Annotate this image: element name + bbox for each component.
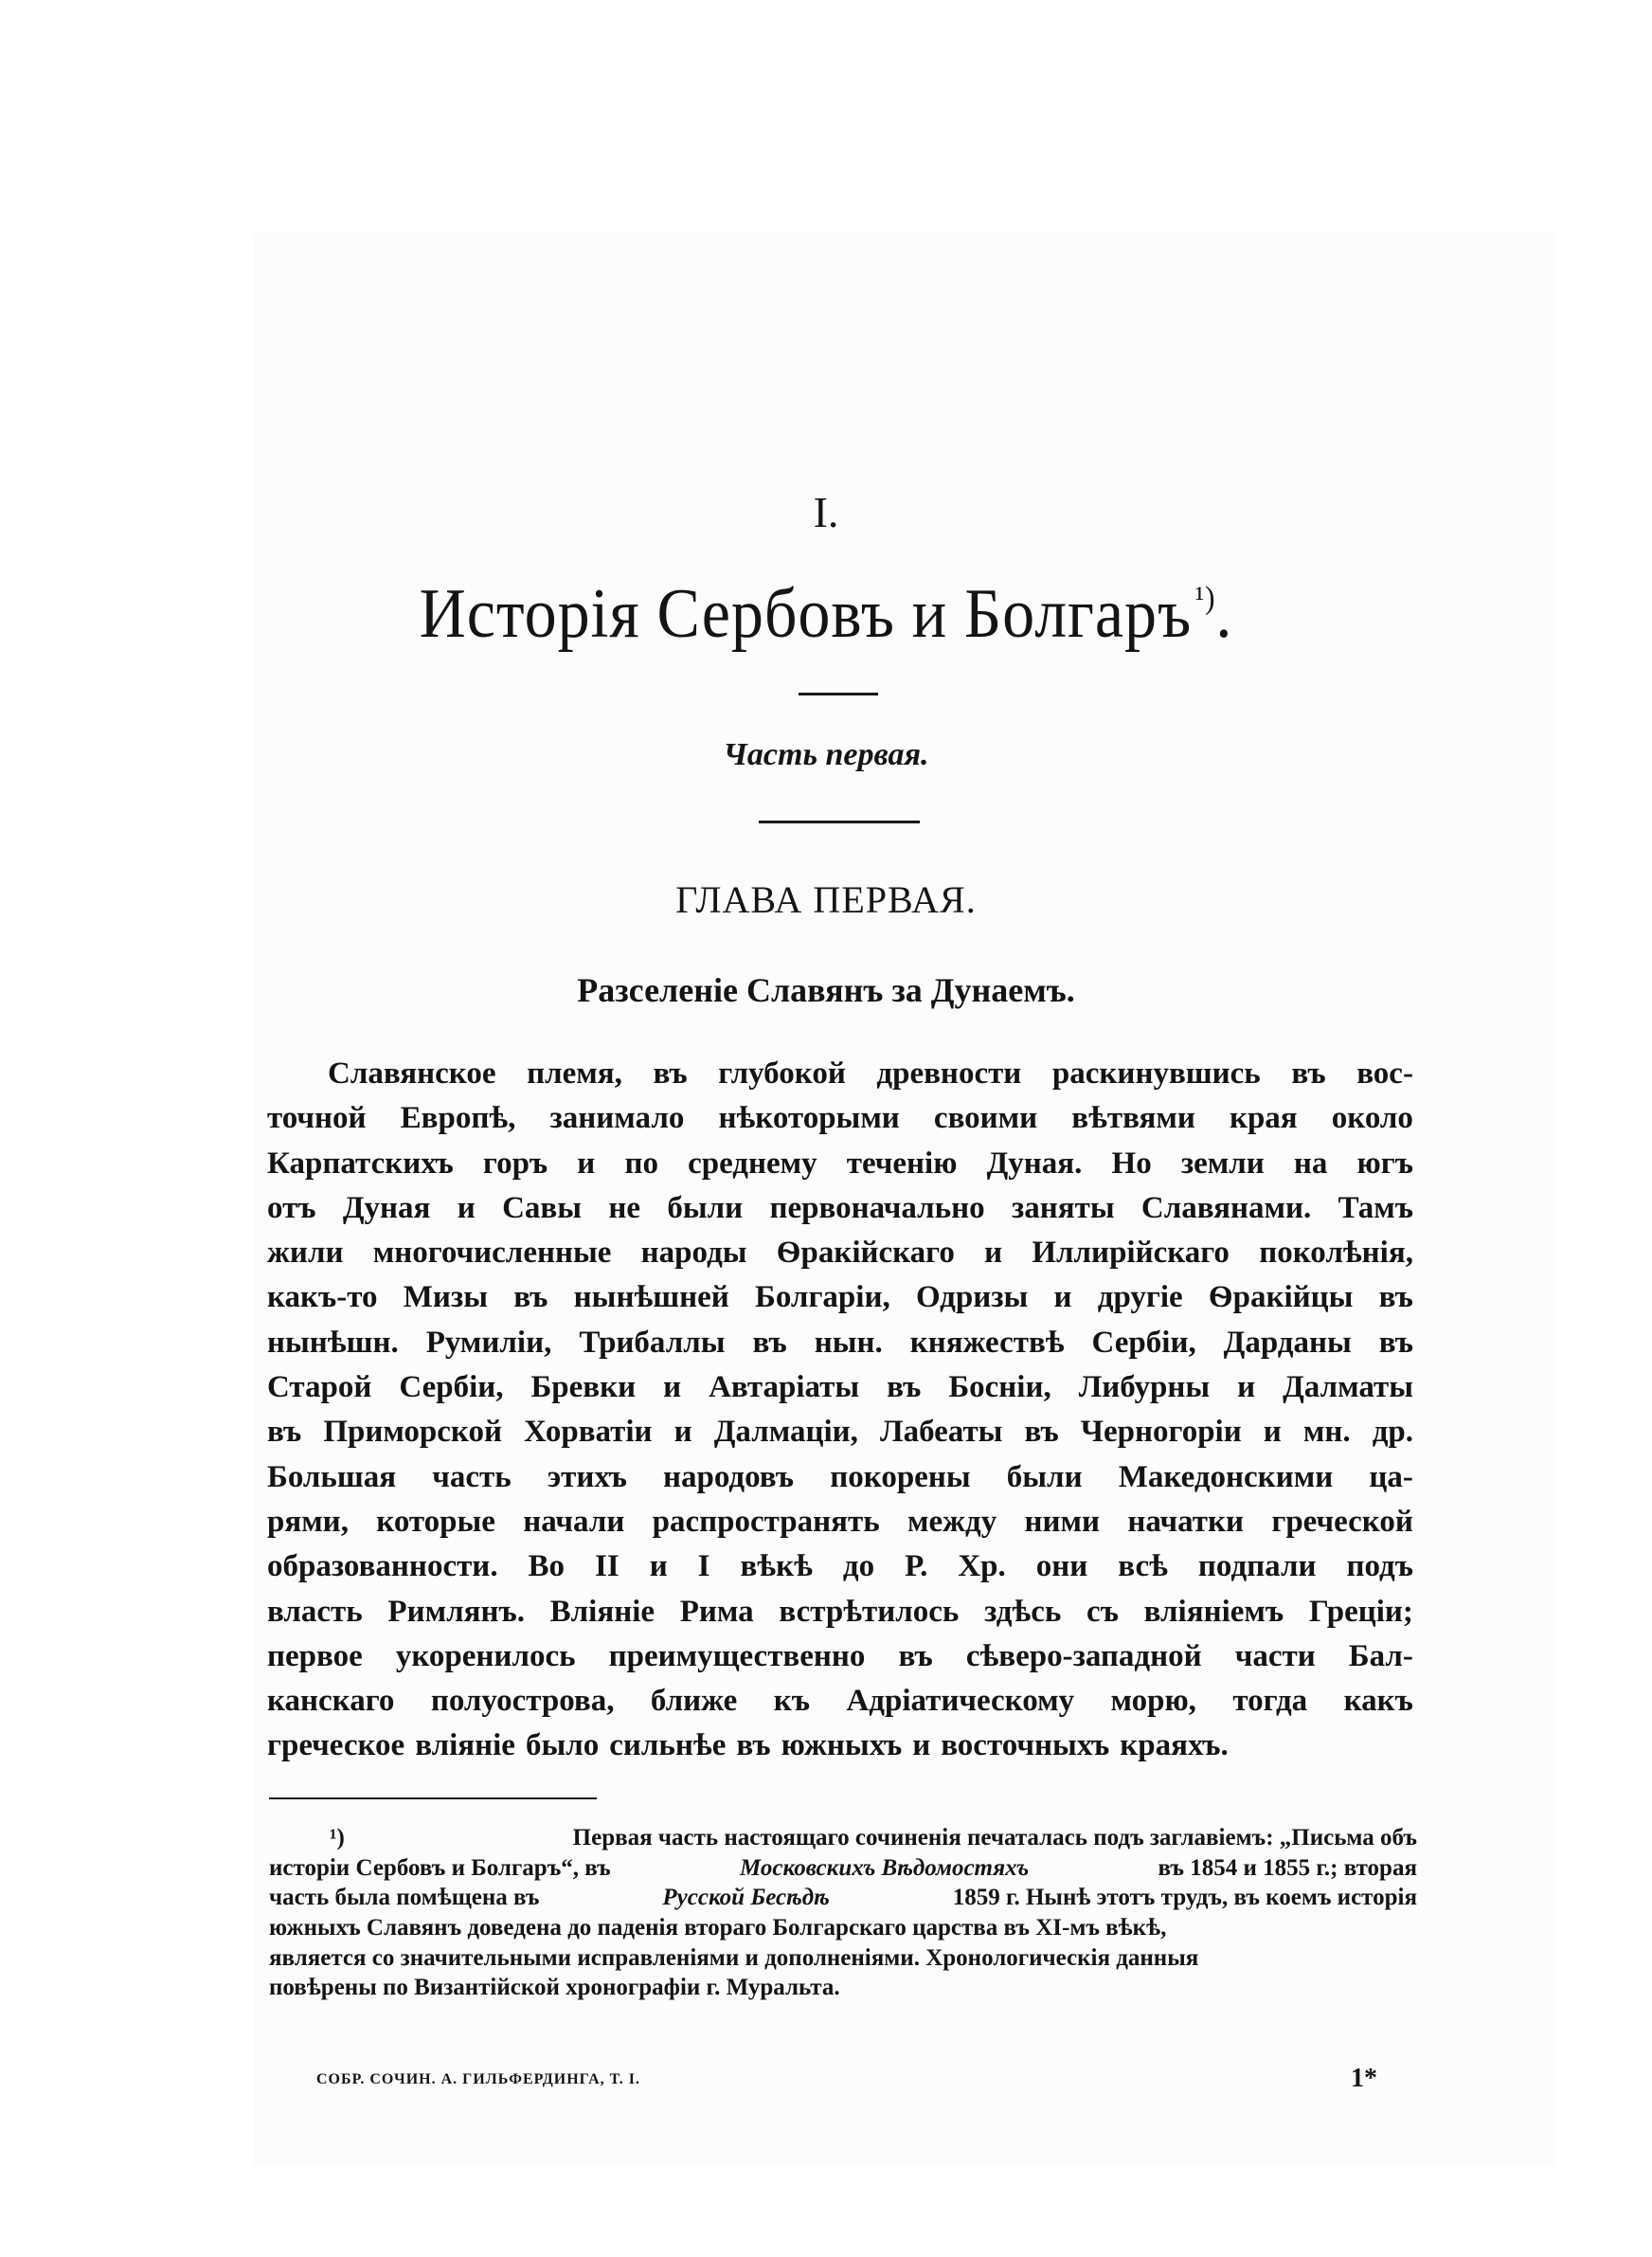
footnote-reference: ¹)	[1194, 581, 1216, 616]
body-line: нынѣшн. Румиліи, Трибаллы въ нын. княжествѣ Сербіи, Дарданы въ	[267, 1325, 1413, 1360]
body-line: отъ Дуная и Савы не были первоначально заняты Славянами. Тамъ	[267, 1190, 1413, 1225]
body-line: какъ-то Мизы въ нынѣшней Болгаріи, Одризы и другіе Ѳракійцы въ	[267, 1280, 1413, 1315]
chapter-number: I.	[813, 488, 839, 536]
body-text	[267, 1052, 1413, 1769]
body-line: греческое вліяніе было сильнѣе въ южныхъ и восточныхъ краяхъ.	[267, 1728, 1229, 1763]
footnote-line: часть была помѣщена въ Русской Бесѣдѣ 1859 г. Нынѣ этотъ трудъ, въ коемъ исторія	[269, 1885, 1417, 1911]
title-period: .	[1215, 575, 1233, 653]
title-divider	[799, 693, 878, 695]
body-line: жили многочисленные народы Ѳракійскаго и Иллирійскаго поколѣнія,	[267, 1236, 1413, 1271]
body-line: рями, которые начали распространять между ними начатки греческой	[267, 1504, 1413, 1539]
signature-mark: 1*	[1351, 2064, 1377, 2093]
footnote-divider	[269, 1797, 597, 1799]
body-line: Карпатскихъ горъ и по среднему теченію Дуная. Но земли на югъ	[267, 1146, 1413, 1181]
body-line: канскаго полуострова, ближе къ Адріатическому морю, тогда какъ	[267, 1684, 1413, 1719]
body-line: Старой Сербіи, Бревки и Автаріаты въ Босніи, Либурны и Далматы	[267, 1370, 1413, 1405]
footnote-line: ¹) Первая часть настоящаго сочиненія печаталась подъ заглавіемъ: „Письма объ	[269, 1823, 1417, 1853]
body-line: Большая часть этихъ народовъ покорены были Македонскими ца-	[267, 1459, 1413, 1494]
footnote-marker: ¹)	[330, 1825, 345, 1851]
page-title	[66, 574, 1586, 655]
signature-caption: СОБР. СОЧИН. А. ГИЛЬФЕРДИНГА, Т. I.	[316, 2071, 640, 2087]
chapter-heading: ГЛАВА ПЕРВАЯ.	[675, 878, 977, 921]
body-line: образованности. Во II и I вѣкѣ до Р. Хр. они всѣ подпали подъ	[267, 1549, 1413, 1584]
footnote-line: южныхъ Славянъ доведена до паденія втораго Болгарскаго царства въ XI-мъ вѣкѣ,	[269, 1915, 1167, 1941]
footnote-line: повѣрены по Византійской хронографіи г. Муральта.	[269, 1975, 840, 2001]
page-title-text: Исторія Сербовъ и Болгаръ	[419, 575, 1193, 653]
body-line: первое укоренилось преимущественно въ сѣверо-западной части Бал-	[267, 1638, 1413, 1673]
footnote	[269, 1823, 1417, 2003]
footnote-line: является со значительными исправленіями и дополненіями. Хронологическія данныя	[269, 1944, 1199, 1971]
body-line: въ Приморской Хорватіи и Далмаціи, Лабеаты въ Черногоріи и мн. др.	[267, 1415, 1413, 1450]
body-line: Славянское племя, въ глубокой древности раскинувшись въ вос-	[328, 1056, 1413, 1091]
part-heading: Часть первая.	[723, 737, 929, 772]
part-divider	[759, 821, 920, 823]
body-line: точной Европѣ, занимало нѣкоторыми своими вѣтвями края около	[267, 1101, 1413, 1136]
body-line: власть Римлянъ. Вліяніе Рима встрѣтилось здѣсь съ вліяніемъ Греціи;	[267, 1594, 1413, 1629]
footnote-line: исторіи Сербовъ и Болгаръ“, въ Московскихъ Вѣдомостяхъ въ 1854 и 1855 г.; вторая	[269, 1854, 1417, 1881]
section-title: Разселеніе Славянъ за Дунаемъ.	[577, 971, 1075, 1009]
